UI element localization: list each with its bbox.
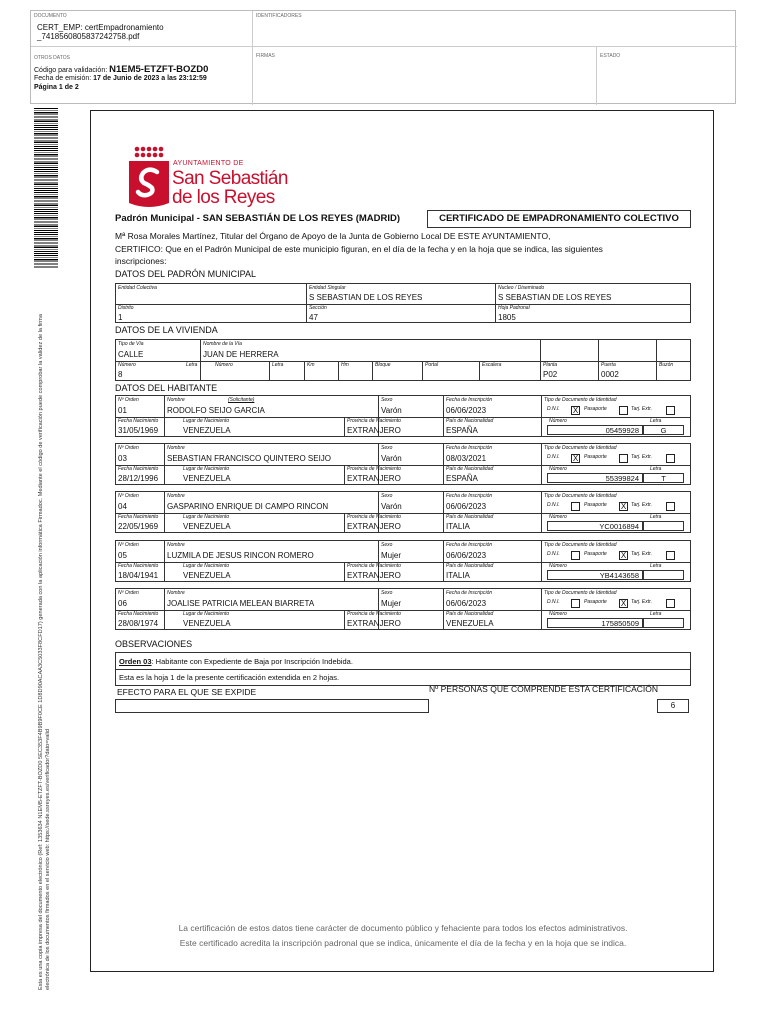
pasaporte-label: Pasaporte: [584, 502, 607, 508]
lugar-nacimiento-label: Lugar de Nacimiento: [183, 514, 230, 520]
identificadores-cell: [253, 11, 737, 47]
pais-label: País de Nacionalidad: [446, 418, 494, 424]
title-right: CERTIFICADO DE EMPADRONAMIENTO COLECTIVO: [427, 210, 691, 228]
fecha-nacimiento-value: 18/04/1941: [118, 571, 159, 580]
orden-label: Nº Orden: [118, 397, 139, 403]
lugar-nacimiento-value: VENEZUELA: [183, 571, 231, 580]
dni-label: D.N.I.: [547, 502, 560, 508]
fecha-nacimiento-label: Fecha Nacimiento: [118, 514, 159, 520]
tipo-documento-label: Tipo de Documento de Identidad: [544, 493, 617, 499]
hoja-value: 1805: [498, 313, 516, 322]
fecha-inscripcion-label: Fecha de Inscripción: [446, 590, 493, 596]
tarjeta-checkbox[interactable]: [666, 502, 675, 511]
tarjeta-checkbox[interactable]: [666, 406, 675, 415]
fecha-inscripcion-value: 06/06/2023: [446, 599, 487, 608]
padron-box: [115, 283, 691, 323]
letra-doc-field: [643, 618, 684, 628]
codigo-value: N1EM5-ETZFT-BOZD0: [109, 64, 209, 75]
letra2-label: Letra: [272, 362, 284, 368]
intro-line1: Mª Rosa Morales Martínez, Titular del Órgano de Apoyo de la Junta de Gobierno Local DE ESTE AYUNTAMIENTO,: [115, 231, 551, 241]
dni-checkbox[interactable]: [571, 551, 580, 560]
letra-doc-label: Letra: [650, 466, 662, 472]
pais-label: País de Nacionalidad: [446, 563, 494, 569]
lugar-nacimiento-label: Lugar de Nacimiento: [183, 563, 230, 569]
letra-doc-label: Letra: [650, 563, 662, 569]
pais-value: ITALIA: [446, 522, 470, 531]
tipo-documento-label: Tipo de Documento de Identidad: [544, 542, 617, 548]
certificate-page: [90, 110, 714, 972]
documento-line1: CERT_EMP: certEmpadronamiento: [37, 23, 164, 32]
provincia-value: EXTRANJERO: [347, 426, 401, 435]
nombre-label: Nombre: [167, 590, 185, 596]
numero-doc-label: Número: [549, 418, 567, 424]
habitante-record: [115, 540, 691, 582]
logo-line3: de los Reyes: [172, 187, 275, 208]
estado-cell: [597, 47, 737, 105]
seccion-value: 47: [309, 313, 318, 322]
pasaporte-label: Pasaporte: [584, 454, 607, 460]
nombre-value: LUZMILA DE JESUS RINCON ROMERO: [167, 551, 314, 560]
observacion-text: : Habitante con Expediente de Baja por Inscripción Indebida.: [151, 657, 353, 666]
observacion-line1: [119, 657, 353, 666]
tarjeta-label: Tarj. Extr.: [631, 454, 653, 460]
hoja-label: Hoja Padronal: [498, 305, 530, 311]
orden-label: Nº Orden: [118, 542, 139, 548]
tipo-documento-label: Tipo de Documento de Identidad: [544, 445, 617, 451]
pais-label: País de Nacionalidad: [446, 466, 494, 472]
tipo-via-label: Tipo de Vía: [118, 341, 144, 347]
numero-doc-field: 175850509: [547, 618, 643, 628]
sexo-value: Varón: [381, 454, 402, 463]
numero-doc-label: Número: [549, 563, 567, 569]
intro-line3: inscripciones:: [115, 256, 167, 266]
orden-value: 01: [118, 406, 127, 415]
pais-value: VENEZUELA: [446, 619, 494, 628]
pais-label: País de Nacionalidad: [446, 514, 494, 520]
nombre-value: SEBASTIAN FRANCISCO QUINTERO SEIJO: [167, 454, 332, 463]
fecha-nacimiento-label: Fecha Nacimiento: [118, 466, 159, 472]
documento-line2: _7418560805837242758.pdf: [37, 32, 140, 41]
nucleo-label: Nucleo / Diseminado: [498, 285, 545, 291]
tipo-documento-label: Tipo de Documento de Identidad: [544, 397, 617, 403]
lugar-nacimiento-value: VENEZUELA: [183, 522, 231, 531]
pais-value: ESPAÑA: [446, 474, 478, 483]
observaciones-box: [115, 652, 691, 686]
firmas-cell: [253, 47, 597, 105]
fecha-inscripcion-label: Fecha de Inscripción: [446, 542, 493, 548]
tarjeta-label: Tarj. Extr.: [631, 502, 653, 508]
numero-doc-label: Número: [549, 611, 567, 617]
dni-label: D.N.I.: [547, 454, 560, 460]
dni-checkbox[interactable]: [571, 599, 580, 608]
distrito-value: 1: [118, 313, 123, 322]
sexo-label: Sexo: [381, 590, 393, 596]
tarjeta-label: Tarj. Extr.: [631, 599, 653, 605]
barcode-image: [34, 108, 58, 268]
letra-doc-label: Letra: [650, 611, 662, 617]
fecha-nacimiento-label: Fecha Nacimiento: [118, 611, 159, 617]
letra-doc-label: Letra: [650, 418, 662, 424]
vivienda-section-title: DATOS DE LA VIVIENDA: [115, 325, 218, 335]
pais-value: ESPAÑA: [446, 426, 478, 435]
pagina: Página 1 de 2: [34, 84, 79, 91]
habitante-section-title: DATOS DEL HABITANTE: [115, 383, 218, 393]
sexo-value: Mujer: [381, 551, 402, 560]
provincia-label: Provincia de Nacimiento: [347, 611, 401, 617]
pasaporte-checkbox[interactable]: X: [620, 551, 627, 560]
efecto-field: [115, 699, 429, 713]
portal-label: Portal: [425, 362, 439, 368]
solicitante-label: (Solicitante): [228, 397, 255, 403]
hm-label: Hm: [341, 362, 349, 368]
dni-checkbox[interactable]: X: [572, 406, 579, 415]
logo-emblem-icon: [127, 145, 171, 207]
identificadores-label: IDENTIFICADORES: [256, 13, 302, 19]
escalera-label: Escalera: [482, 362, 502, 368]
tipo-via-value: CALLE: [118, 350, 144, 359]
provincia-value: EXTRANJERO: [347, 619, 401, 628]
fecha-nacimiento-label: Fecha Nacimiento: [118, 563, 159, 569]
numero-doc-label: Número: [549, 466, 567, 472]
dni-label: D.N.I.: [547, 599, 560, 605]
sexo-label: Sexo: [381, 493, 393, 499]
documento-label: DOCUMENTO: [34, 13, 67, 19]
efecto-label: EFECTO PARA EL QUE SE EXPIDE: [117, 687, 257, 697]
letra-doc-label: Letra: [650, 514, 662, 520]
habitante-record: [115, 491, 691, 533]
footer-line1: La certificación de estos datos tiene carácter de documento público y fehaciente para todos los efectos administrativos.: [178, 923, 628, 933]
orden-value: 04: [118, 502, 127, 511]
fecha-inscripcion-label: Fecha de Inscripción: [446, 493, 493, 499]
orden-value: 06: [118, 599, 127, 608]
letra-doc-field: [643, 570, 684, 580]
planta-label: Planta: [543, 362, 558, 368]
nombre-via-value: JUAN DE HERRERA: [203, 350, 279, 359]
personas-label: Nº PERSONAS QUE COMPRENDE ESTA CERTIFICACIÓN: [429, 684, 659, 694]
numero-value: 8: [118, 370, 123, 379]
logo-line1: AYUNTAMIENTO DE: [173, 160, 244, 167]
fecha-nacimiento-value: 28/08/1974: [118, 619, 159, 628]
observaciones-section-title: OBSERVACIONES: [115, 639, 193, 649]
letra-label: Letra: [186, 362, 198, 368]
fecha-nacimiento-value: 31/05/1969: [118, 426, 159, 435]
orden-value: 05: [118, 551, 127, 560]
habitante-record: [115, 395, 691, 437]
fecha-inscripcion-label: Fecha de Inscripción: [446, 397, 493, 403]
lugar-nacimiento-label: Lugar de Nacimiento: [183, 611, 230, 617]
observacion-line2: Esta es la hoja 1 de la presente certificación extendida en 2 hojas.: [119, 673, 340, 682]
nombre-value: RODOLFO SEIJO GARCIA: [167, 406, 265, 415]
firmas-label: FIRMAS: [256, 53, 275, 59]
provincia-label: Provincia de Nacimiento: [347, 514, 401, 520]
dni-checkbox[interactable]: X: [572, 454, 579, 463]
entidad-singular-label: Entidad Singular: [309, 285, 346, 291]
pasaporte-checkbox[interactable]: [619, 406, 628, 415]
fecha-inscripcion-value: 06/06/2023: [446, 502, 487, 511]
pais-value: ITALIA: [446, 571, 470, 580]
fecha-nacimiento-value: 28/12/1996: [118, 474, 159, 483]
pasaporte-checkbox[interactable]: [619, 454, 628, 463]
otros-datos-label: OTROS DATOS: [34, 55, 70, 61]
provincia-value: EXTRANJERO: [347, 571, 401, 580]
lugar-nacimiento-value: VENEZUELA: [183, 619, 231, 628]
tarjeta-checkbox[interactable]: [666, 599, 675, 608]
fecha-inscripcion-label: Fecha de Inscripción: [446, 445, 493, 451]
logo-line2: San Sebastián: [172, 168, 288, 189]
sexo-label: Sexo: [381, 397, 393, 403]
provincia-label: Provincia de Nacimiento: [347, 466, 401, 472]
nombre-value: GASPARINO ENRIQUE DI CAMPO RINCON: [167, 502, 329, 511]
provincia-value: EXTRANJERO: [347, 522, 401, 531]
entidad-colectiva-label: Entidad Colectiva: [118, 285, 157, 291]
numero-doc-field: 05459928: [547, 425, 643, 435]
orden-label: Nº Orden: [118, 445, 139, 451]
sexo-value: Varón: [381, 502, 402, 511]
tipo-documento-label: Tipo de Documento de Identidad: [544, 590, 617, 596]
lugar-nacimiento-label: Lugar de Nacimiento: [183, 466, 230, 472]
title-left: Padrón Municipal - SAN SEBASTIÁN DE LOS REYES (MADRID): [115, 213, 401, 224]
habitante-record: [115, 588, 691, 630]
fecha-label: Fecha de emisión:: [34, 75, 92, 82]
padron-section-title: DATOS DEL PADRÓN MUNICIPAL: [115, 269, 257, 279]
numero-doc-field: 55399824: [547, 473, 643, 483]
fecha-nacimiento-label: Fecha Nacimiento: [118, 418, 159, 424]
codigo-label: Código para validación:: [34, 67, 108, 74]
nombre-label: Nombre: [167, 493, 185, 499]
entidad-singular-value: S SEBASTIAN DE LOS REYES: [309, 293, 423, 302]
side-text: Esta es una copia impresa del documento electrónico (Ref: 1353634 N1EM5-ETZFT-BOZD0 5EC353F4B9B9F0CE 1D8D90ACAA3C5033F8CFD17) generada con la aplicación informática Firmadoc. Mediante el código de verificación puede comprobar la validez de la firma electrónica de los documentos firmados en el servicio web: https://sede.ssreyes.es/verificador?dato=valid: [38, 314, 51, 990]
estado-label: ESTADO: [600, 53, 621, 59]
nombre-label: Nombre: [167, 542, 185, 548]
fecha-nacimiento-value: 22/05/1969: [118, 522, 159, 531]
dni-checkbox[interactable]: [571, 502, 580, 511]
nombre-label: Nombre: [167, 445, 185, 451]
planta-value: P02: [543, 370, 558, 379]
documento-cell: [31, 11, 253, 47]
nombre-label: Nombre: [167, 397, 185, 403]
numero2-label: Número: [215, 362, 233, 368]
tarjeta-checkbox[interactable]: [666, 454, 675, 463]
numero-doc-field: YB4143658: [547, 570, 643, 580]
sexo-value: Mujer: [381, 599, 402, 608]
fecha-value: 17 de Junio de 2023 a las 23:12:59: [93, 75, 207, 82]
ayuntamiento-logo: [127, 145, 288, 212]
pasaporte-label: Pasaporte: [584, 599, 607, 605]
nucleo-value: S SEBASTIAN DE LOS REYES: [498, 293, 612, 302]
fecha-inscripcion-value: 08/03/2021: [446, 454, 487, 463]
lugar-nacimiento-value: VENEZUELA: [183, 426, 231, 435]
bloque-label: Bloque: [375, 362, 391, 368]
nombre-value: JOALISE PATRICIA MELEAN BIARRETA: [167, 599, 315, 608]
document-header: [30, 10, 736, 104]
fecha-inscripcion-value: 06/06/2023: [446, 406, 487, 415]
seccion-label: Sección: [309, 305, 327, 311]
otros-datos-cell: [31, 47, 253, 105]
fecha-emision: [34, 75, 207, 82]
lugar-nacimiento-label: Lugar de Nacimiento: [183, 418, 230, 424]
puerta-label: Puerta: [601, 362, 616, 368]
observacion-orden: Orden 03: [119, 657, 152, 666]
footer-line2: Este certificado acredita la inscripción padronal que se indica, únicamente el día de la fecha y en la hoja que se indica.: [179, 938, 627, 948]
orden-label: Nº Orden: [118, 493, 139, 499]
km-label: Km: [307, 362, 315, 368]
fecha-inscripcion-value: 06/06/2023: [446, 551, 487, 560]
orden-value: 03: [118, 454, 127, 463]
buzon-label: Buzón: [659, 362, 674, 368]
letra-doc-field: [643, 521, 684, 531]
orden-label: Nº Orden: [118, 590, 139, 596]
dni-label: D.N.I.: [547, 406, 560, 412]
numero-label: Número: [118, 362, 136, 368]
sexo-label: Sexo: [381, 445, 393, 451]
pasaporte-checkbox[interactable]: X: [620, 599, 627, 608]
dni-label: D.N.I.: [547, 551, 560, 557]
sexo-label: Sexo: [381, 542, 393, 548]
distrito-label: Distrito: [118, 305, 134, 311]
tarjeta-label: Tarj. Extr.: [631, 551, 653, 557]
codigo-validacion: [34, 64, 208, 75]
provincia-label: Provincia de Nacimiento: [347, 418, 401, 424]
provincia-value: EXTRANJERO: [347, 474, 401, 483]
letra-doc-field: G: [643, 425, 684, 435]
side-verification-text: [38, 300, 51, 990]
letra-doc-field: T: [643, 473, 684, 483]
nombre-via-label: Nombre de la Vía: [203, 341, 242, 347]
tarjeta-label: Tarj. Extr.: [631, 406, 653, 412]
numero-doc-label: Número: [549, 514, 567, 520]
puerta-value: 0002: [601, 370, 619, 379]
pais-label: País de Nacionalidad: [446, 611, 494, 617]
pasaporte-checkbox[interactable]: X: [620, 502, 627, 511]
numero-doc-field: YC0016894: [547, 521, 643, 531]
tarjeta-checkbox[interactable]: [666, 551, 675, 560]
sexo-value: Varón: [381, 406, 402, 415]
vivienda-box: [115, 339, 691, 381]
lugar-nacimiento-value: VENEZUELA: [183, 474, 231, 483]
pasaporte-label: Pasaporte: [584, 551, 607, 557]
intro-line2: CERTIFICO: Que en el Padrón Municipal de este municipio figuran, en el día de la fecha y en la hoja que se indica, las siguientes: [115, 244, 603, 254]
habitante-record: [115, 443, 691, 485]
pasaporte-label: Pasaporte: [584, 406, 607, 412]
personas-value: 6: [657, 699, 689, 713]
provincia-label: Provincia de Nacimiento: [347, 563, 401, 569]
